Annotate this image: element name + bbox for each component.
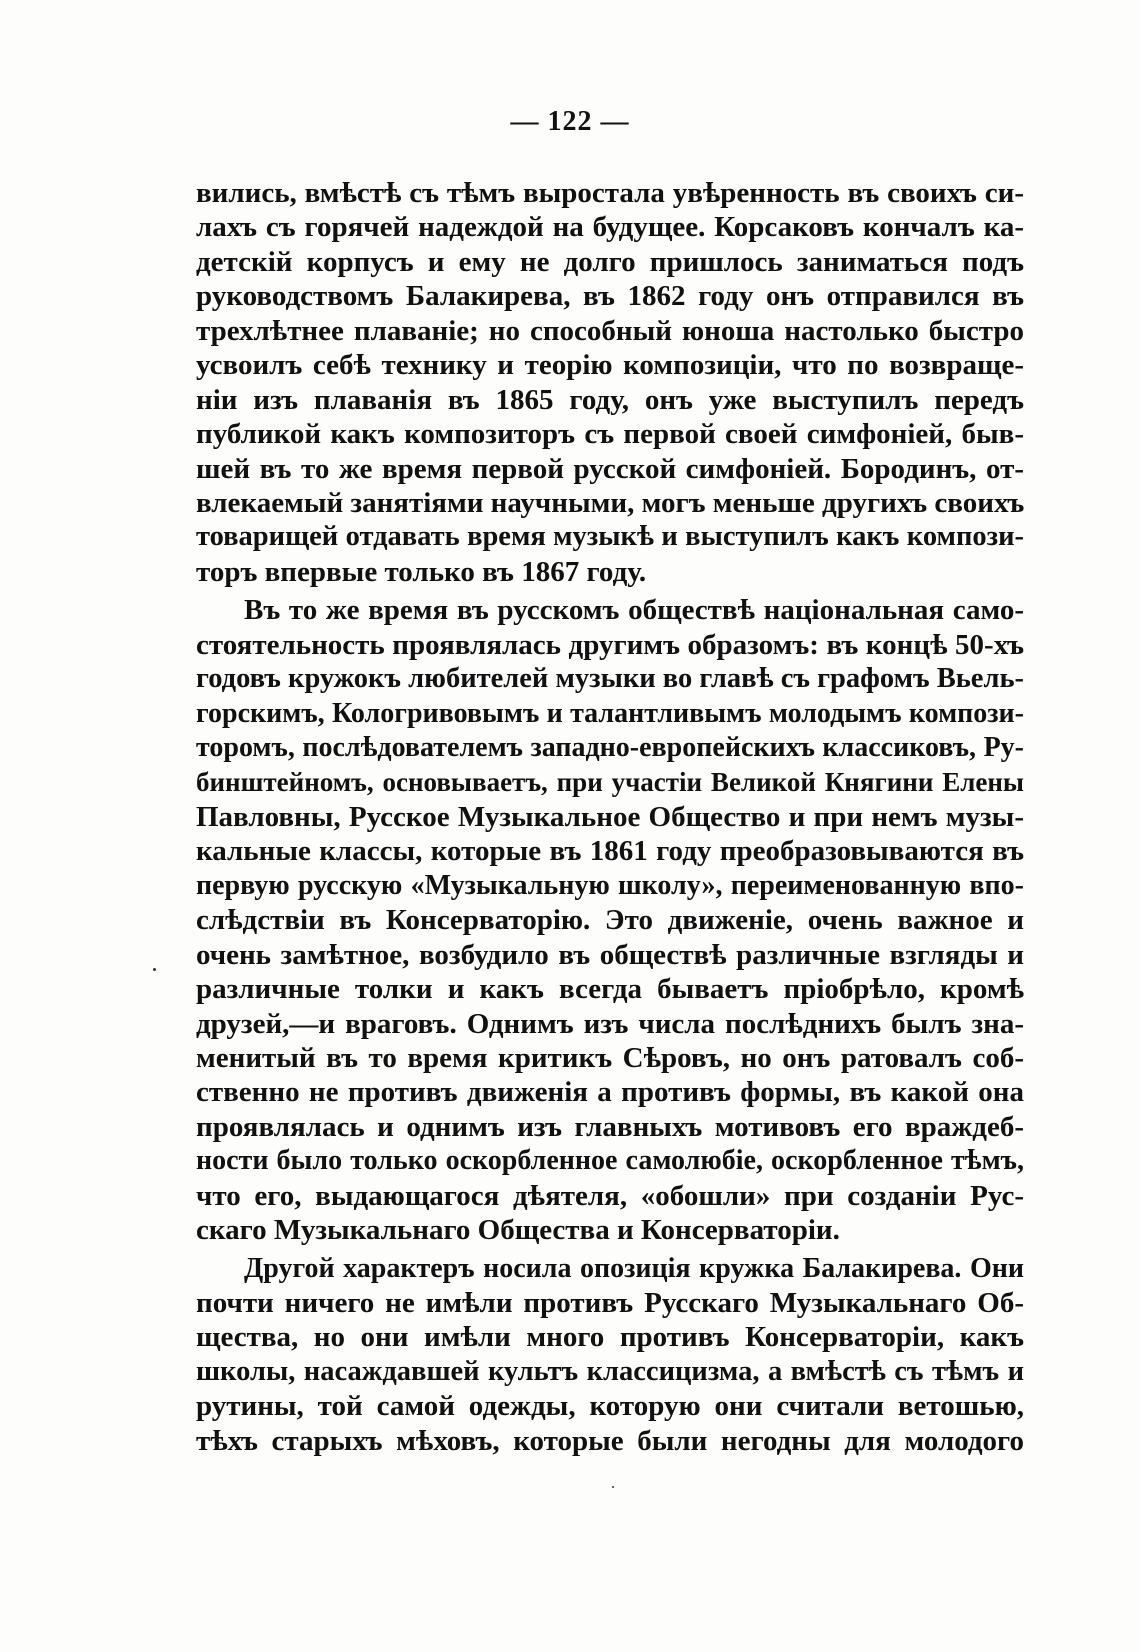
paragraph xyxy=(196,593,1024,1247)
text-line: почти ничего не имѣли противъ Русскаго Музыкальнаго Об- xyxy=(196,1287,1024,1319)
text-line: ніи изъ плаванія въ 1865 году, онъ уже выступилъ передъ xyxy=(196,383,1024,416)
text-line: Въ то же время въ русскомъ обществѣ національная само- xyxy=(244,594,1024,627)
text-line: публикой какъ композиторъ съ первой своей симфоніей, быв- xyxy=(196,418,1024,451)
text-line: шей въ то же время первой русской симфоніей. Бородинъ, от- xyxy=(196,452,1024,485)
text-line: ственно не противъ движенія а противъ формы, въ какой она xyxy=(196,1076,1024,1109)
text-line: щества, но они имѣли много противъ Консерваторіи, какъ xyxy=(196,1321,1024,1354)
text-line: кальные классы, которые въ 1861 году преобразовываются въ xyxy=(196,835,1024,868)
text-line: ности было только оскорбленное самолюбіе, оскорбленное тѣмъ, xyxy=(196,1145,1024,1177)
text-line: детскій корпусъ и ему не долго пришлось заниматься подъ xyxy=(196,245,1024,278)
text-line: тѣхъ старыхъ мѣховъ, которые были негодны для молодого xyxy=(196,1424,1024,1457)
text-line: трехлѣтнее плаваніе; но способный юноша настолько быстро xyxy=(196,314,1024,347)
text-line: первую русскую «Музыкальную школу», переименованную впо- xyxy=(196,869,1024,901)
text-line: влекаемый занятіями научными, могъ меньше другихъ своихъ xyxy=(196,486,1025,519)
text-line: друзей,—и враговъ. Однимъ изъ числа послѣднихъ былъ зна- xyxy=(196,1007,1024,1040)
text-line: торомъ, послѣдователемъ западно-европейскихъ классиковъ, Ру- xyxy=(196,732,1024,763)
text-line: вились, вмѣстѣ съ тѣмъ выростала увѣренность въ своихъ си- xyxy=(196,177,1024,209)
text-line: скаго Музыкальнаго Общества и Консерваторіи. xyxy=(196,1214,840,1247)
text-line: торъ впервые только въ 1867 году. xyxy=(196,555,647,588)
body-text xyxy=(196,176,1024,1458)
text-line: что его, выдающагося дѣятеля, «обошли» при созданіи Рус- xyxy=(196,1179,1024,1212)
text-line: лахъ съ горячей надеждой на будущее. Корсаковъ кончалъ ка- xyxy=(196,211,1024,244)
text-line: Другой характеръ носила опозиція кружка Балакирева. Они xyxy=(244,1252,1024,1284)
text-line: усвоилъ себѣ технику и теорію композиціи, что по возвраще- xyxy=(196,349,1024,382)
scan-speck xyxy=(612,1486,614,1488)
text-line: различные толки и какъ всегда бываетъ пріобрѣло, кромѣ xyxy=(196,973,1024,1006)
text-line: стоятельность проявлялась другимъ образомъ: въ концѣ 50-хъ xyxy=(196,628,1024,661)
scan-speck xyxy=(153,968,156,971)
text-line: руководствомъ Балакирева, въ 1862 году онъ отправился въ xyxy=(196,280,1024,313)
text-line: слѣдствіи въ Консерваторію. Это движеніе, очень важное и xyxy=(196,904,1024,937)
paragraph xyxy=(196,1252,1024,1459)
text-line: годовъ кружокъ любителей музыки во главѣ съ графомъ Вьель- xyxy=(196,663,1025,695)
text-line: менитый въ то время критикъ Сѣровъ, но онъ ратовалъ соб- xyxy=(196,1041,1024,1074)
text-line: школы, насаждавшей культъ классицизма, а вмѣстѣ съ тѣмъ и xyxy=(196,1355,1024,1387)
text-line: товарищей отдавать время музыкѣ и выступилъ какъ компози- xyxy=(196,521,1024,553)
text-line: рутины, той самой одежды, которую они считали ветошью, xyxy=(196,1390,1024,1423)
text-line: Павловны, Русское Музыкальное Общество и при немъ музы- xyxy=(196,800,1024,833)
paragraph xyxy=(196,176,1024,589)
page-number: — 122 — xyxy=(510,106,630,137)
text-line: очень замѣтное, возбудило въ обществѣ различные взгляды и xyxy=(196,938,1024,971)
text-line: проявлялась и однимъ изъ главныхъ мотивовъ его враждеб- xyxy=(196,1110,1024,1143)
text-line: бинштейномъ, основываетъ, при участіи Великой Княгини Елены xyxy=(196,767,1024,798)
text-line: горскимъ, Кологривовымъ и талантливымъ молодымъ компози- xyxy=(196,697,1024,729)
